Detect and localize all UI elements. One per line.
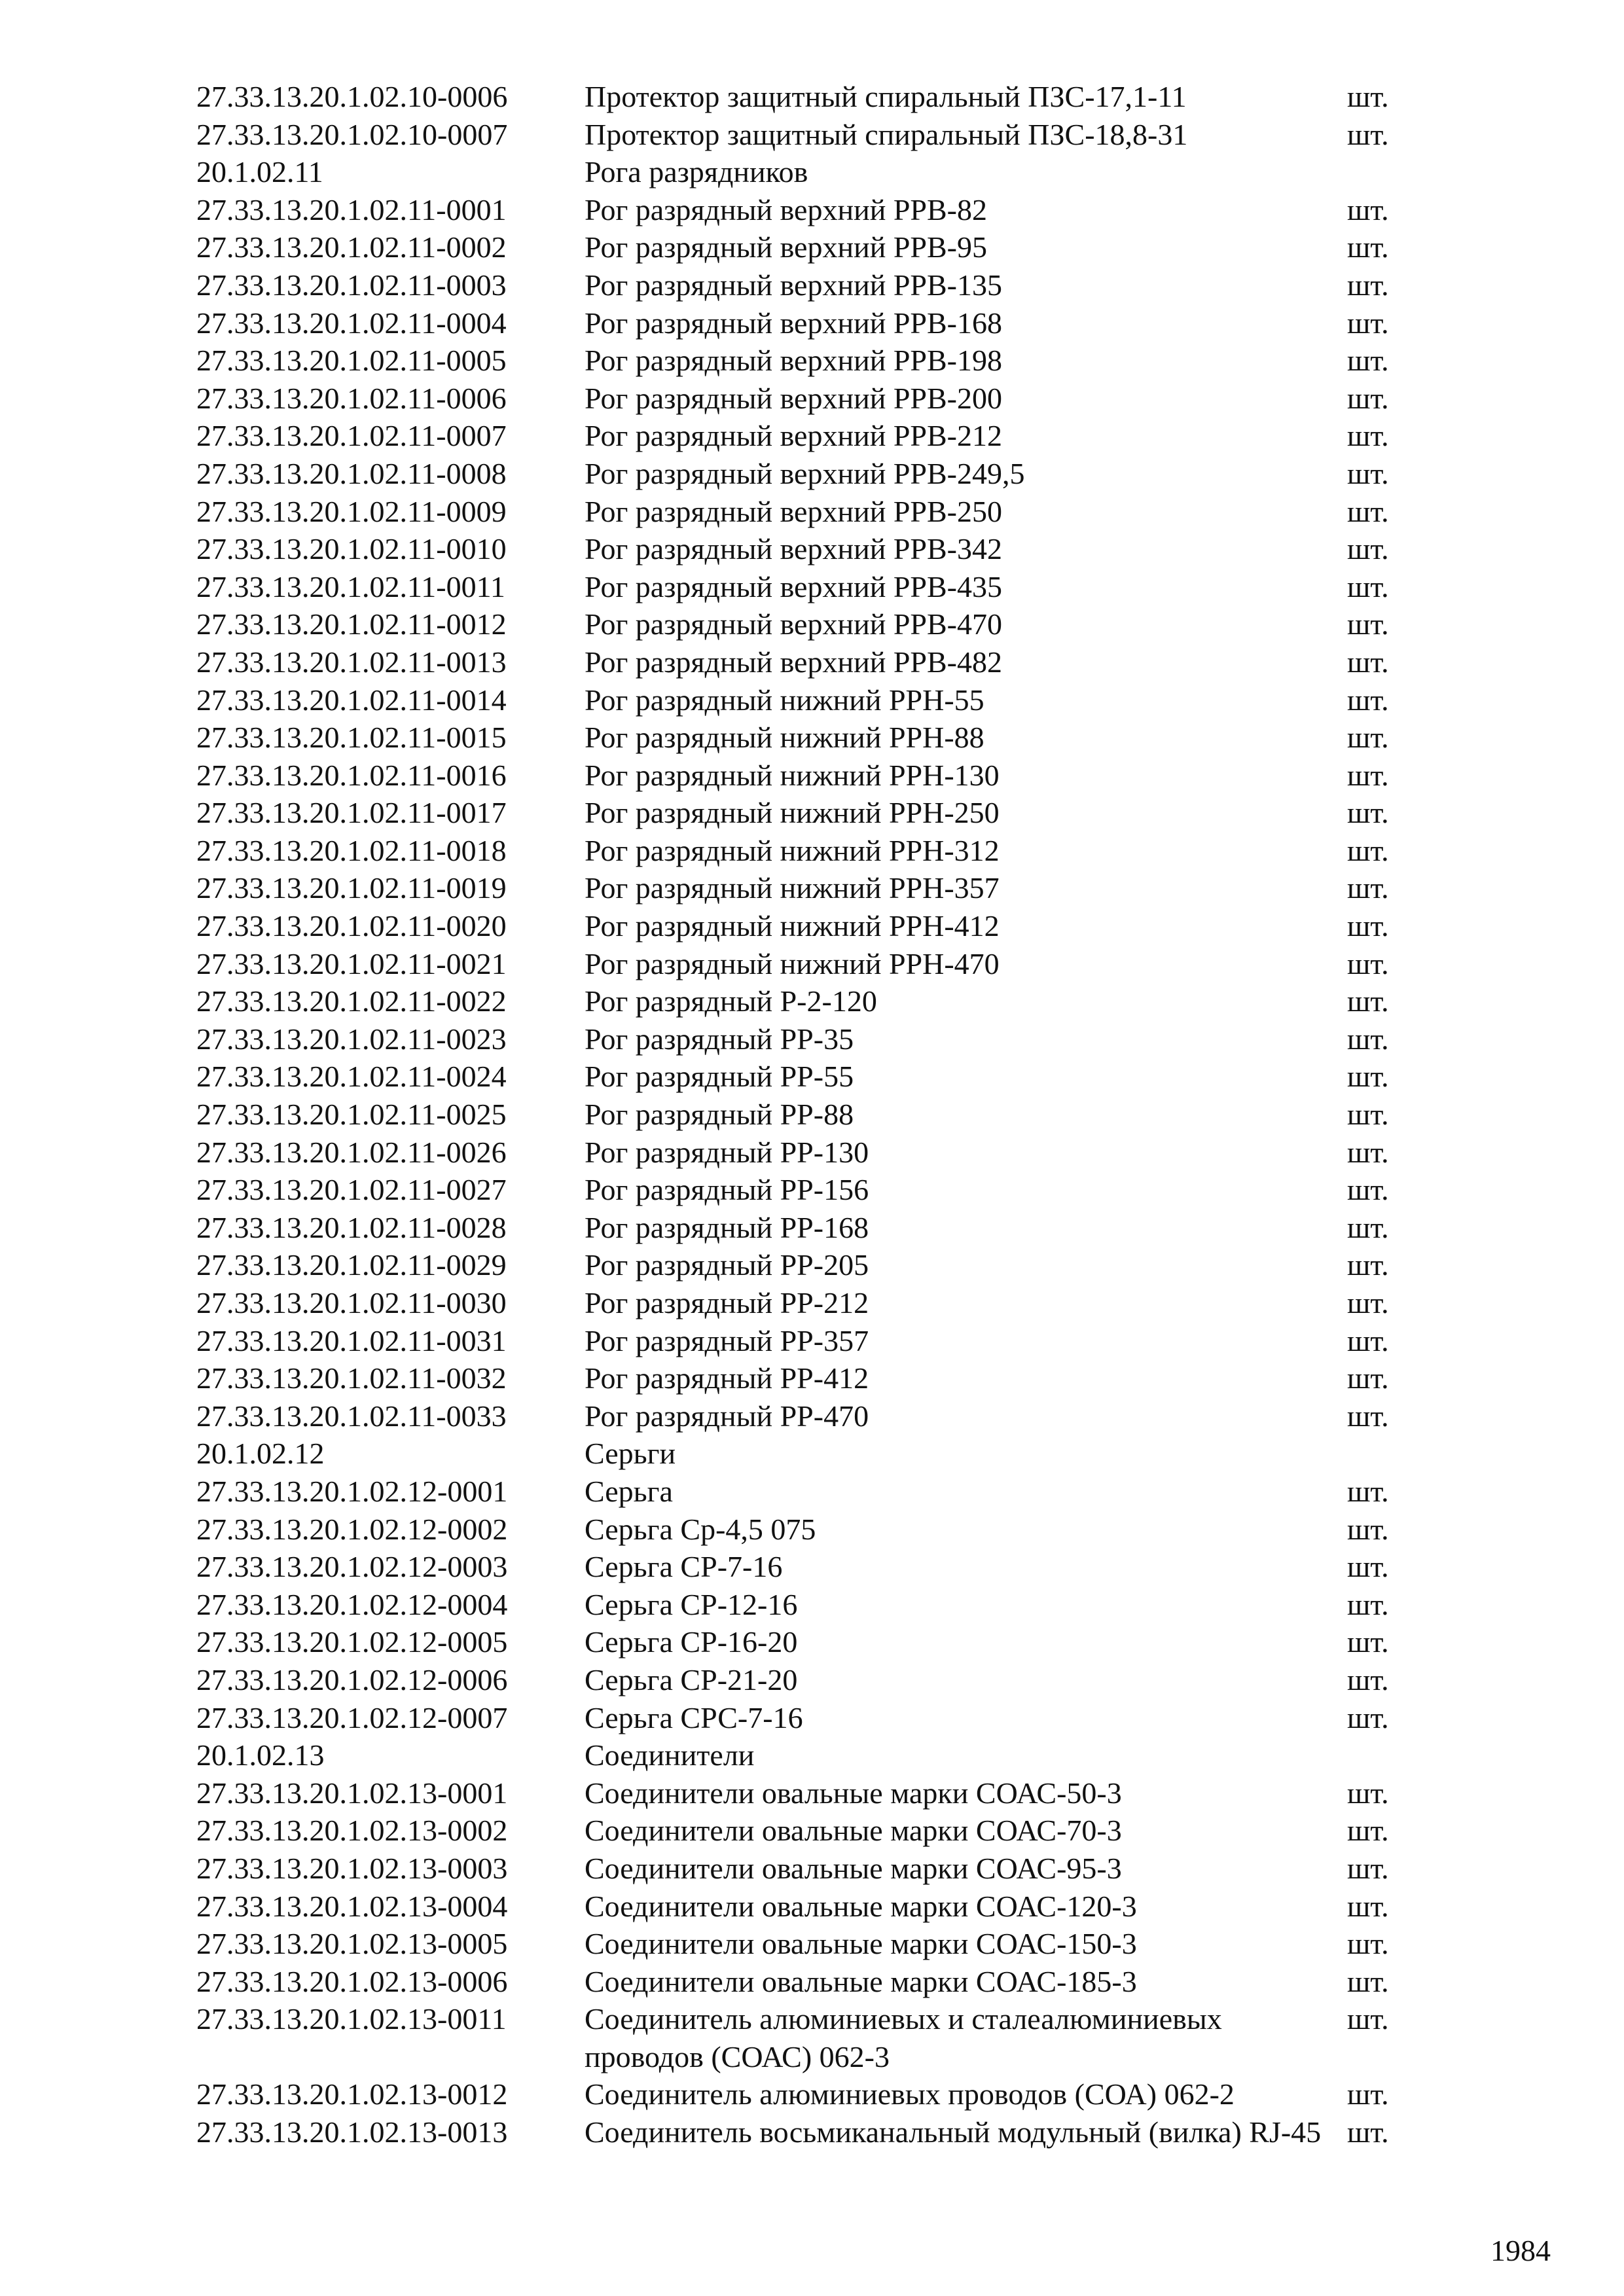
item-name: Рог разрядный РР-168	[585, 1210, 869, 1244]
item-unit: шт.	[1347, 1625, 1389, 1659]
item-name: Рог разрядный РР-205	[585, 1248, 869, 1282]
table-row	[196, 1548, 1426, 1586]
item-name: Соединители овальные марки СОАС-70-3	[585, 1814, 1122, 1848]
item-code: 27.33.13.20.1.02.11-0024	[196, 1060, 507, 1094]
item-code: 27.33.13.20.1.02.12-0006	[196, 1662, 508, 1696]
table-row	[196, 1888, 1426, 1926]
item-code: 27.33.13.20.1.02.11-0015	[196, 721, 507, 755]
table-row	[196, 2113, 1426, 2151]
item-unit: шт.	[1347, 344, 1389, 378]
item-name: Серьга	[585, 1474, 673, 1508]
table-body	[196, 78, 1426, 2151]
item-code: 27.33.13.20.1.02.11-0014	[196, 683, 507, 717]
item-code: 27.33.13.20.1.02.12-0001	[196, 1474, 508, 1508]
item-unit: шт.	[1347, 758, 1389, 792]
table-row	[196, 116, 1426, 154]
table-row	[196, 1699, 1426, 1737]
table-row	[196, 982, 1426, 1020]
item-name: Рог разрядный верхний РРВ-482	[585, 645, 1002, 679]
table-row	[196, 757, 1426, 795]
item-code: 27.33.13.20.1.02.11-0006	[196, 381, 507, 415]
item-unit: шт.	[1347, 984, 1389, 1018]
table-row	[196, 191, 1426, 229]
table-row	[196, 869, 1426, 907]
item-name: Протектор защитный спиральный ПЗС-18,8-31	[585, 117, 1188, 151]
item-code: 27.33.13.20.1.02.11-0023	[196, 1022, 507, 1056]
item-unit: шт.	[1347, 1022, 1389, 1056]
item-unit: шт.	[1347, 1587, 1389, 1621]
item-name: Соединитель алюминиевых проводов (СОА) 062-2	[585, 2077, 1235, 2111]
item-name: Рог разрядный РР-156	[585, 1173, 869, 1207]
item-code: 27.33.13.20.1.02.11-0033	[196, 1399, 507, 1433]
table-row	[196, 228, 1426, 266]
item-unit: шт.	[1347, 721, 1389, 755]
table-row	[196, 1246, 1426, 1284]
item-name: Соединители овальные марки СОАС-95-3	[585, 1851, 1122, 1885]
item-unit: шт.	[1347, 2115, 1389, 2149]
item-name: Рог разрядный верхний РРВ-135	[585, 268, 1002, 302]
item-unit: шт.	[1347, 381, 1389, 415]
item-name: Соединитель алюминиевых и сталеалюминиевых проводов (СОАС) 062-3	[585, 2002, 1222, 2073]
item-unit: шт.	[1347, 1700, 1389, 1734]
item-code: 27.33.13.20.1.02.13-0006	[196, 1964, 508, 1998]
item-unit: шт.	[1347, 1286, 1389, 1319]
item-name: Серьга СР-7-16	[585, 1550, 783, 1584]
item-code: 20.1.02.11	[196, 155, 323, 189]
table-row	[196, 1397, 1426, 1435]
item-code: 27.33.13.20.1.02.11-0001	[196, 192, 507, 226]
table-row	[196, 530, 1426, 568]
item-name: Рог разрядный РР-130	[585, 1135, 869, 1169]
item-code: 27.33.13.20.1.02.12-0005	[196, 1625, 508, 1659]
item-code: 27.33.13.20.1.02.12-0007	[196, 1700, 508, 1734]
item-unit: шт.	[1347, 80, 1389, 113]
item-unit: шт.	[1347, 1098, 1389, 1132]
item-unit: шт.	[1347, 645, 1389, 679]
item-name: Рог разрядный нижний РРН-312	[585, 833, 1000, 867]
table-row	[196, 1020, 1426, 1058]
table-row	[196, 1511, 1426, 1549]
item-name: Рог разрядный РР-88	[585, 1098, 854, 1132]
item-unit: шт.	[1347, 192, 1389, 226]
item-unit: шт.	[1347, 1927, 1389, 1961]
item-unit: шт.	[1347, 683, 1389, 717]
item-unit: шт.	[1347, 1889, 1389, 1923]
item-unit: шт.	[1347, 494, 1389, 528]
table-row	[196, 493, 1426, 531]
item-unit: шт.	[1347, 1964, 1389, 1998]
table-row	[196, 1322, 1426, 1360]
item-unit: шт.	[1347, 1361, 1389, 1395]
item-unit	[1347, 153, 1426, 191]
table-row	[196, 605, 1426, 643]
table-row	[196, 1925, 1426, 1963]
item-unit: шт.	[1347, 2077, 1389, 2111]
item-name: Рог разрядный нижний РРН-55	[585, 683, 984, 717]
table-row	[196, 1058, 1426, 1096]
item-name: Рога разрядников	[585, 155, 808, 189]
item-name: Соединители овальные марки СОАС-50-3	[585, 1776, 1122, 1810]
item-name: Серьги	[585, 1437, 676, 1471]
table-row	[196, 719, 1426, 757]
item-name: Рог разрядный нижний РРН-470	[585, 946, 1000, 980]
item-unit	[1347, 1736, 1426, 1774]
item-code: 27.33.13.20.1.02.13-0011	[196, 2002, 507, 2036]
table-row	[196, 1171, 1426, 1209]
table-row	[196, 1623, 1426, 1661]
item-code: 27.33.13.20.1.02.12-0002	[196, 1512, 508, 1546]
item-name: Рог разрядный РР-212	[585, 1286, 869, 1319]
item-code: 27.33.13.20.1.02.11-0028	[196, 1210, 507, 1244]
item-unit: шт.	[1347, 909, 1389, 943]
item-code: 20.1.02.12	[196, 1437, 325, 1471]
item-code: 27.33.13.20.1.02.13-0002	[196, 1814, 508, 1848]
item-unit: шт.	[1347, 419, 1389, 453]
item-name: Рог разрядный верхний РРВ-470	[585, 607, 1002, 641]
item-unit: шт.	[1347, 1323, 1389, 1357]
item-code: 27.33.13.20.1.02.11-0007	[196, 419, 507, 453]
item-code: 27.33.13.20.1.02.11-0011	[196, 569, 505, 603]
item-code: 27.33.13.20.1.02.11-0009	[196, 494, 507, 528]
item-code: 27.33.13.20.1.02.11-0022	[196, 984, 507, 1018]
resource-table	[196, 78, 1426, 2151]
item-name: Рог разрядный нижний РРН-88	[585, 721, 984, 755]
item-unit: шт.	[1347, 1662, 1389, 1696]
item-name: Соединители овальные марки СОАС-185-3	[585, 1964, 1137, 1998]
table-row	[196, 1661, 1426, 1699]
item-unit: шт.	[1347, 1550, 1389, 1584]
item-code: 27.33.13.20.1.02.11-0013	[196, 645, 507, 679]
item-name: Соединитель восьмиканальный модульный (вилка) RJ-45	[585, 2115, 1322, 2149]
item-unit: шт.	[1347, 833, 1389, 867]
item-name: Рог разрядный верхний РРВ-435	[585, 569, 1002, 603]
item-name: Рог разрядный верхний РРВ-82	[585, 192, 987, 226]
item-name: Рог разрядный нижний РРН-130	[585, 758, 1000, 792]
section-header-row	[196, 1736, 1426, 1774]
item-code: 27.33.13.20.1.02.11-0010	[196, 532, 507, 566]
item-unit: шт.	[1347, 569, 1389, 603]
item-name: Соединители	[585, 1738, 755, 1772]
item-code: 27.33.13.20.1.02.11-0017	[196, 796, 507, 830]
item-unit: шт.	[1347, 871, 1389, 905]
item-unit: шт.	[1347, 607, 1389, 641]
item-name: Рог разрядный верхний РРВ-200	[585, 381, 1002, 415]
item-code: 27.33.13.20.1.02.11-0005	[196, 344, 507, 378]
item-name: Рог разрядный РР-357	[585, 1323, 869, 1357]
item-unit: шт.	[1347, 532, 1389, 566]
item-unit: шт.	[1347, 230, 1389, 264]
item-code: 27.33.13.20.1.02.10-0006	[196, 80, 508, 113]
section-header-row	[196, 1435, 1426, 1473]
item-unit: шт.	[1347, 1814, 1389, 1848]
item-code: 27.33.13.20.1.02.11-0018	[196, 833, 507, 867]
item-code: 27.33.13.20.1.02.10-0007	[196, 117, 508, 151]
table-row	[196, 945, 1426, 983]
item-name: Рог разрядный нижний РРН-357	[585, 871, 1000, 905]
table-row	[196, 568, 1426, 606]
item-unit	[1347, 1435, 1426, 1473]
item-code: 27.33.13.20.1.02.11-0019	[196, 871, 507, 905]
item-name: Соединители овальные марки СОАС-120-3	[585, 1889, 1137, 1923]
item-name: Рог разрядный РР-412	[585, 1361, 869, 1395]
item-code: 27.33.13.20.1.02.11-0031	[196, 1323, 507, 1357]
item-unit: шт.	[1347, 1399, 1389, 1433]
table-row	[196, 1586, 1426, 1624]
table-row	[196, 455, 1426, 493]
item-code: 27.33.13.20.1.02.12-0004	[196, 1587, 508, 1621]
item-unit: шт.	[1347, 1776, 1389, 1810]
item-unit: шт.	[1347, 2002, 1389, 2036]
item-code: 27.33.13.20.1.02.11-0004	[196, 306, 507, 340]
item-name: Серьга СР-16-20	[585, 1625, 798, 1659]
table-row	[196, 1774, 1426, 1812]
section-header-row	[196, 153, 1426, 191]
table-row	[196, 266, 1426, 304]
item-unit: шт.	[1347, 1474, 1389, 1508]
item-code: 27.33.13.20.1.02.13-0004	[196, 1889, 508, 1923]
item-code: 27.33.13.20.1.02.11-0027	[196, 1173, 507, 1207]
table-row	[196, 304, 1426, 342]
item-code: 27.33.13.20.1.02.11-0021	[196, 946, 507, 980]
item-code: 27.33.13.20.1.02.11-0008	[196, 456, 507, 490]
item-name: Серьга СР-12-16	[585, 1587, 798, 1621]
table-row	[196, 1134, 1426, 1172]
item-unit: шт.	[1347, 268, 1389, 302]
item-code: 27.33.13.20.1.02.11-0032	[196, 1361, 507, 1395]
item-unit: шт.	[1347, 1512, 1389, 1546]
table-row	[196, 78, 1426, 116]
item-unit: шт.	[1347, 1248, 1389, 1282]
item-code: 20.1.02.13	[196, 1738, 325, 1772]
table-row	[196, 1284, 1426, 1322]
item-name: Серьга Ср-4,5 075	[585, 1512, 816, 1546]
item-name: Серьга СРС-7-16	[585, 1700, 803, 1734]
table-row	[196, 1850, 1426, 1888]
item-code: 27.33.13.20.1.02.11-0025	[196, 1098, 507, 1132]
item-name: Рог разрядный верхний РРВ-342	[585, 532, 1002, 566]
item-code: 27.33.13.20.1.02.12-0003	[196, 1550, 508, 1584]
item-name: Рог разрядный РР-55	[585, 1060, 854, 1094]
item-name: Соединители овальные марки СОАС-150-3	[585, 1927, 1137, 1961]
item-name: Рог разрядный Р-2-120	[585, 984, 877, 1018]
table-row	[196, 1209, 1426, 1247]
item-code: 27.33.13.20.1.02.13-0003	[196, 1851, 508, 1885]
item-unit: шт.	[1347, 456, 1389, 490]
item-code: 27.33.13.20.1.02.13-0005	[196, 1927, 508, 1961]
item-unit: шт.	[1347, 1210, 1389, 1244]
item-name: Рог разрядный нижний РРН-250	[585, 796, 1000, 830]
item-name: Рог разрядный РР-35	[585, 1022, 854, 1056]
table-row	[196, 643, 1426, 681]
item-code: 27.33.13.20.1.02.13-0001	[196, 1776, 508, 1810]
item-code: 27.33.13.20.1.02.11-0030	[196, 1286, 507, 1319]
item-unit: шт.	[1347, 946, 1389, 980]
item-code: 27.33.13.20.1.02.11-0012	[196, 607, 507, 641]
table-row	[196, 342, 1426, 380]
item-unit: шт.	[1347, 306, 1389, 340]
table-row	[196, 832, 1426, 870]
table-row	[196, 2000, 1426, 2075]
item-name: Серьга СР-21-20	[585, 1662, 798, 1696]
item-name: Рог разрядный нижний РРН-412	[585, 909, 1000, 943]
item-code: 27.33.13.20.1.02.11-0026	[196, 1135, 507, 1169]
item-name: Рог разрядный верхний РРВ-168	[585, 306, 1002, 340]
item-code: 27.33.13.20.1.02.11-0016	[196, 758, 507, 792]
item-unit: шт.	[1347, 1173, 1389, 1207]
item-code: 27.33.13.20.1.02.11-0002	[196, 230, 507, 264]
item-name: Рог разрядный верхний РРВ-250	[585, 494, 1002, 528]
item-unit: шт.	[1347, 1135, 1389, 1169]
item-code: 27.33.13.20.1.02.11-0029	[196, 1248, 507, 1282]
table-row	[196, 1359, 1426, 1397]
item-name: Рог разрядный верхний РРВ-95	[585, 230, 987, 264]
table-row	[196, 2075, 1426, 2113]
table-row	[196, 1096, 1426, 1134]
item-name: Протектор защитный спиральный ПЗС-17,1-11	[585, 80, 1187, 113]
item-name: Рог разрядный РР-470	[585, 1399, 869, 1433]
table-row	[196, 794, 1426, 832]
item-unit: шт.	[1347, 796, 1389, 830]
item-code: 27.33.13.20.1.02.13-0012	[196, 2077, 508, 2111]
item-code: 27.33.13.20.1.02.11-0020	[196, 909, 507, 943]
table-row	[196, 907, 1426, 945]
item-unit: шт.	[1347, 1060, 1389, 1094]
item-name: Рог разрядный верхний РРВ-212	[585, 419, 1002, 453]
item-name: Рог разрядный верхний РРВ-249,5	[585, 456, 1025, 490]
table-row	[196, 681, 1426, 719]
item-name: Рог разрядный верхний РРВ-198	[585, 344, 1002, 378]
table-row	[196, 380, 1426, 418]
item-unit: шт.	[1347, 117, 1389, 151]
item-code: 27.33.13.20.1.02.11-0003	[196, 268, 507, 302]
item-code: 27.33.13.20.1.02.13-0013	[196, 2115, 508, 2149]
page-number: 1984	[1490, 2234, 1551, 2267]
table-row	[196, 1812, 1426, 1850]
table-row	[196, 1473, 1426, 1511]
table-row	[196, 1963, 1426, 2001]
table-row	[196, 417, 1426, 455]
item-unit: шт.	[1347, 1851, 1389, 1885]
